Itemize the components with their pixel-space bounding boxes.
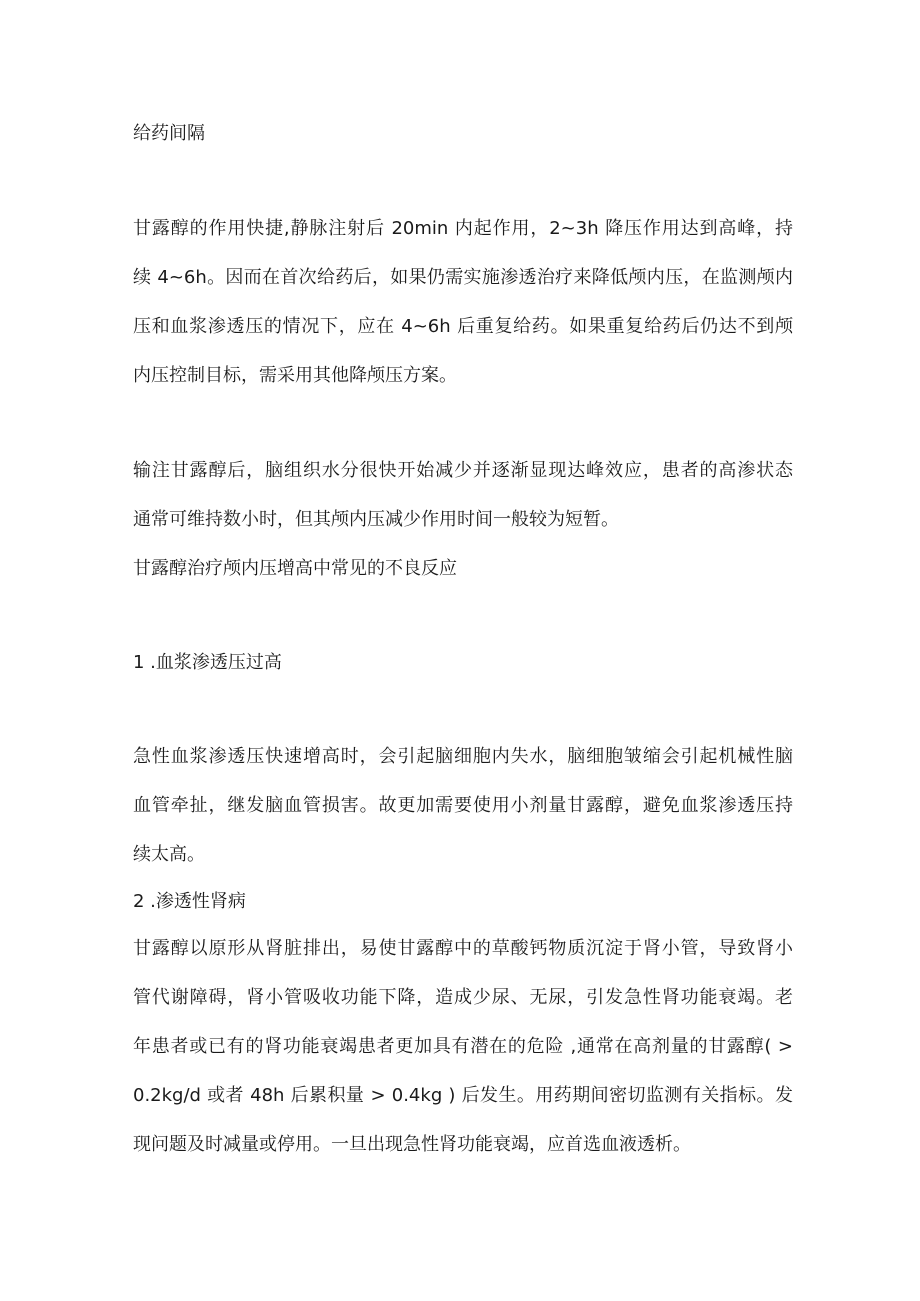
paragraph-line: 甘露醇的作用快捷,静脉注射后 20min 内起作用，2~3h 降压作用达到高峰，持 (133, 218, 793, 239)
paragraph-line: 血管牵扯，继发脑血管损害。故更加需要使用小剂量甘露醇，避免血浆渗透压持 (133, 795, 793, 816)
list-item-heading: 1 .血浆渗透压过高 (133, 652, 282, 673)
paragraph-line: 输注甘露醇后，脑组织水分很快开始减少并逐渐显现达峰效应，患者的高渗状态 (133, 460, 793, 481)
paragraph-line: 0.2kg/d 或者 48h 后累积量 > 0.4kg ) 后发生。用药期间密切监测有关指标。发 (133, 1085, 793, 1106)
paragraph-line: 管代谢障碍，肾小管吸收功能下降，造成少尿、无尿，引发急性肾功能衰竭。老 (133, 987, 793, 1008)
section-heading-adverse-reactions: 甘露醇治疗颅内压增高中常见的不良反应 (133, 558, 457, 579)
paragraph-line: 急性血浆渗透压快速增高时，会引起脑细胞内失水，脑细胞皱缩会引起机械性脑 (133, 746, 793, 767)
paragraph-line: 通常可维持数小时，但其颅内压减少作用时间一般较为短暂。 (133, 509, 619, 530)
paragraph-line: 现问题及时减量或停用。一旦出现急性肾功能衰竭，应首选血液透析。 (133, 1134, 691, 1155)
paragraph-line: 续 4~6h。因而在首次给药后，如果仍需实施渗透治疗来降低颅内压，在监测颅内 (133, 267, 793, 288)
paragraph-line: 压和血浆渗透压的情况下，应在 4~6h 后重复给药。如果重复给药后仍达不到颅 (133, 316, 793, 337)
paragraph-line: 续太高。 (133, 844, 205, 865)
section-heading-dosing-interval: 给药间隔 (133, 123, 205, 144)
paragraph-line: 年患者或已有的肾功能衰竭患者更加具有潜在的危险 ,通常在高剂量的甘露醇( > (133, 1036, 793, 1057)
paragraph-line: 内压控制目标，需采用其他降颅压方案。 (133, 365, 457, 386)
list-item-heading: 2 .渗透性肾病 (133, 891, 246, 912)
paragraph-line: 甘露醇以原形从肾脏排出，易使甘露醇中的草酸钙物质沉淀于肾小管，导致肾小 (133, 938, 793, 959)
